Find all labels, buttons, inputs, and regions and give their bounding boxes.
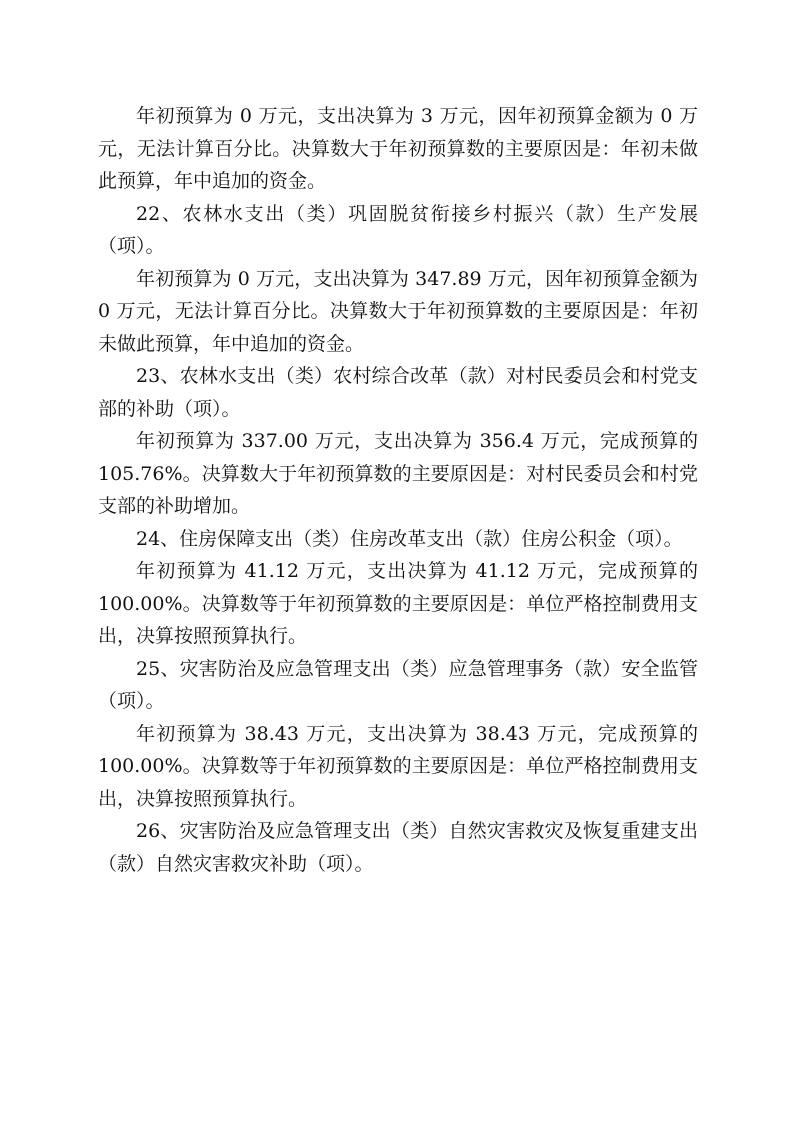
paragraph-24-body: 年初预算为 41.12 万元，支出决算为 41.12 万元，完成预算的 100.00%。决算数等于年初预算数的主要原因是：单位严格控制费用支出，决算按照预算执行。: [98, 560, 698, 647]
section-heading-22: 22、农林水支出（类）巩固脱贫衔接乡村振兴（款）生产发展（项）。: [98, 202, 698, 257]
section-heading-26: 26、灾害防治及应急管理支出（类）自然灾害救灾及恢复重建支出（款）自然灾害救灾补助（项）。: [98, 820, 698, 875]
section-heading-23: 23、农林水支出（类）农村综合改革（款）对村民委员会和村党支部的补助（项）。: [98, 365, 698, 420]
section-heading-24: 24、住房保障支出（类）住房改革支出（款）住房公积金（项）。: [136, 527, 683, 550]
document-body: [98, 100, 698, 880]
paragraph-23-body: 年初预算为 337.00 万元，支出决算为 356.4 万元，完成预算的 105.76%。决算数大于年初预算数的主要原因是：对村民委员会和村党支部的补助增加。: [98, 430, 698, 517]
section-heading-25: 25、灾害防治及应急管理支出（类）应急管理事务（款）安全监管（项）。: [98, 657, 698, 712]
paragraph-25-body: 年初预算为 38.43 万元，支出决算为 38.43 万元，完成预算的 100.00%。决算数等于年初预算数的主要原因是：单位严格控制费用支出，决算按照预算执行。: [98, 722, 698, 810]
paragraph-22-body: 年初预算为 0 万元，支出决算为 347.89 万元，因年初预算金额为 0 万元，无法计算百分比。决算数大于年初预算数的主要原因是：年初未做此预算，年中追加的资金。: [98, 267, 698, 355]
paragraph-1: 年初预算为 0 万元，支出决算为 3 万元，因年初预算金额为 0 万元，无法计算百分比。决算数大于年初预算数的主要原因是：年初未做此预算，年中追加的资金。: [98, 105, 698, 192]
